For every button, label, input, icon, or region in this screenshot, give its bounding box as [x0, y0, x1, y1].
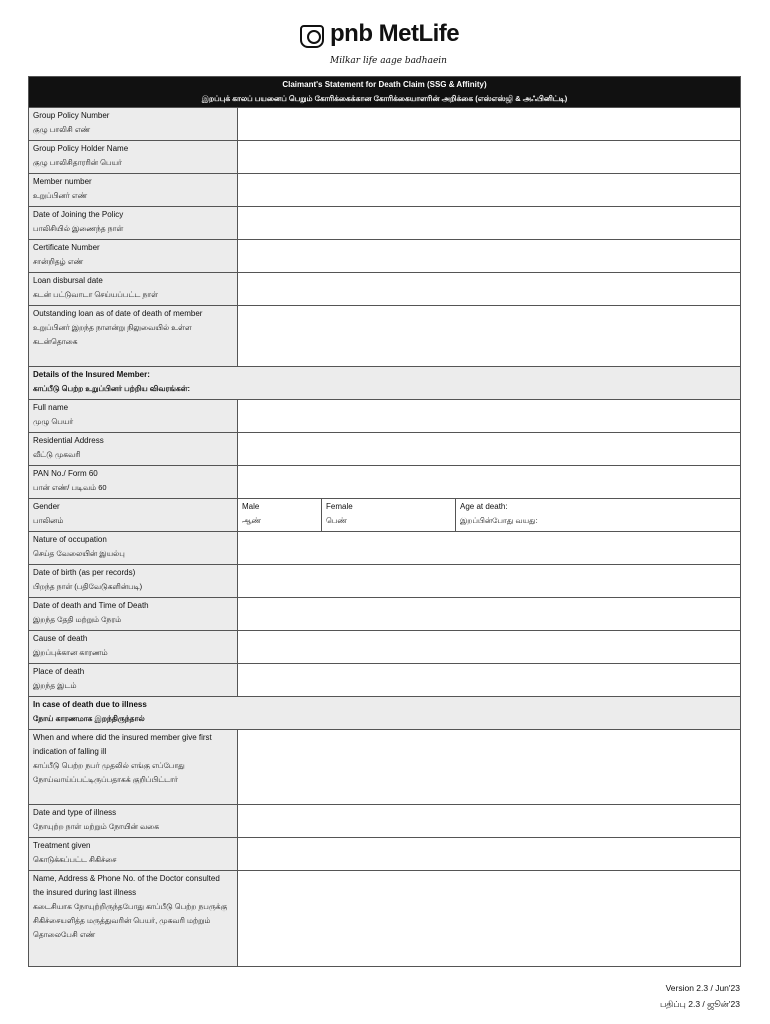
date-of-birth-field[interactable] — [238, 565, 741, 598]
male-label-en: Male — [242, 502, 260, 511]
label-ta: கடைசியாக நோயுற்றிருந்தபோது காப்பீடு பெற்ற நபருக்கு சிகிச்சையளித்த மருத்துவரின் பெயர், முகவரி மற்றும் தொலைபேசி எண் — [33, 902, 228, 939]
section-insured-member — [29, 367, 741, 400]
loan-disbursal-date-field[interactable] — [238, 273, 741, 306]
nature-of-occupation-field[interactable] — [238, 532, 741, 565]
form-title-ta: இறப்புக் காலப் பயனைப் பெறும் கோரிக்கைக்கான கோரிக்கையாளரின் அறிக்கை (எஸ்எஸ்ஜி & அஃபினிட்டி) — [201, 94, 568, 103]
label-ta: கடன் பட்டுவாடா செய்யப்பட்ட நாள் — [33, 290, 158, 299]
label-en: Nature of occupation — [33, 535, 107, 544]
label-ta: நோயுற்ற நாள் மற்றும் நோயின் வகை — [33, 822, 160, 831]
row-nature-of-occupation — [29, 532, 741, 565]
label-ta: உறுப்பினர் எண் — [33, 191, 88, 200]
member-number-field[interactable] — [238, 174, 741, 207]
pan-form60-field[interactable] — [238, 466, 741, 499]
label-ta: பாலினம் — [33, 516, 64, 525]
row-member-number — [29, 174, 741, 207]
form-title-cell — [29, 77, 741, 108]
label-en: Cause of death — [33, 634, 88, 643]
claim-form-table — [28, 76, 741, 967]
row-group-policy-number — [29, 108, 741, 141]
age-label-en: Age at death: — [460, 502, 508, 511]
row-date-type-of-illness — [29, 805, 741, 838]
label-ta: பாலிசியில் இணைந்த நாள் — [33, 224, 124, 233]
label-ta: வீட்டு முகவரி — [33, 450, 81, 459]
section-death-due-to-illness — [29, 697, 741, 730]
date-type-of-illness-field[interactable] — [238, 805, 741, 838]
logo-brand: pnb MetLife — [330, 20, 460, 47]
row-first-indication-of-illness — [29, 730, 741, 805]
label-ta: முழு பெயர் — [33, 417, 74, 426]
label-en: Treatment given — [33, 841, 91, 850]
cause-of-death-field[interactable] — [238, 631, 741, 664]
female-label-en: Female — [326, 502, 353, 511]
place-of-death-field[interactable] — [238, 664, 741, 697]
label-en: Name, Address & Phone No. of the Doctor consulted the insured during last illness — [33, 874, 220, 897]
pnb-metlife-logo — [300, 20, 470, 74]
label-en: Group Policy Holder Name — [33, 144, 129, 153]
label-en: Outstanding loan as of date of death of member — [33, 309, 203, 318]
label-en: PAN No./ Form 60 — [33, 469, 98, 478]
gender-male-option[interactable] — [238, 499, 322, 532]
row-date-of-joining — [29, 207, 741, 240]
row-cause-of-death — [29, 631, 741, 664]
label-ta: இறந்த இடம் — [33, 681, 77, 690]
label-en: Full name — [33, 403, 69, 412]
section-heading-ta: நோய் காரணமாக இறந்திருந்தால் — [33, 714, 145, 723]
label-en: Date of birth (as per records) — [33, 568, 136, 577]
row-certificate-number — [29, 240, 741, 273]
age-at-death-field[interactable] — [456, 499, 741, 532]
first-indication-of-illness-field[interactable] — [238, 730, 741, 805]
label-en: Gender — [33, 502, 60, 511]
row-date-time-of-death — [29, 598, 741, 631]
logo-tagline: Milkar life aage badhaein — [330, 56, 447, 66]
version-en: Version 2.3 / Jun'23 — [665, 983, 740, 993]
form-title-row — [29, 77, 741, 108]
label-en: Date and type of illness — [33, 808, 117, 817]
label-ta: பிறந்த நாள் (பதிவேடுகளின்படி) — [33, 582, 143, 591]
treatment-given-field[interactable] — [238, 838, 741, 871]
row-gender — [29, 499, 741, 532]
group-policy-holder-name-field[interactable] — [238, 141, 741, 174]
section-heading-en: In case of death due to illness — [33, 700, 147, 709]
label-en: Date of death and Time of Death — [33, 601, 149, 610]
outstanding-loan-field[interactable] — [238, 306, 741, 367]
label-ta: காப்பீடு பெற்ற நபர் முதலில் எங்கு எப்போது நோய்வாய்ப்பட்டிருப்பதாகக் குறிப்பிட்டார் — [33, 761, 185, 784]
gender-female-option[interactable] — [322, 499, 456, 532]
section-heading-ta: காப்பீடு பெற்ற உறுப்பினர் பற்றிய விவரங்கள்: — [33, 384, 191, 393]
row-full-name — [29, 400, 741, 433]
doctor-details-field[interactable] — [238, 871, 741, 967]
row-treatment-given — [29, 838, 741, 871]
label-ta: குழு பாலிசி எண் — [33, 125, 91, 134]
label-ta: இறப்புக்கான காரணம் — [33, 648, 108, 657]
full-name-field[interactable] — [238, 400, 741, 433]
label-ta: கொடுக்கப்பட்ட சிகிச்சை — [33, 855, 117, 864]
male-label-ta: ஆண் — [242, 516, 262, 525]
row-group-policy-holder-name — [29, 141, 741, 174]
row-place-of-death — [29, 664, 741, 697]
label-ta: உறுப்பினர் இறந்த நாளன்று நிலுவையில் உள்ள கடன்தொகை — [33, 323, 192, 346]
row-outstanding-loan — [29, 306, 741, 367]
label-en: Date of Joining the Policy — [33, 210, 124, 219]
row-date-of-birth — [29, 565, 741, 598]
female-label-ta: பெண் — [326, 516, 347, 525]
residential-address-field[interactable] — [238, 433, 741, 466]
section-heading-en: Details of the Insured Member: — [33, 370, 150, 379]
logo-mark-icon — [300, 25, 324, 48]
label-ta: பான் எண்/ படிவம் 60 — [33, 483, 107, 492]
label-en: When and where did the insured member give first indication of falling ill — [33, 733, 212, 756]
row-pan-form60 — [29, 466, 741, 499]
label-ta: சான்றிதழ் எண் — [33, 257, 84, 266]
row-doctor-details — [29, 871, 741, 967]
label-en: Place of death — [33, 667, 85, 676]
form-title-en: Claimant's Statement for Death Claim (SSG & Affinity) — [282, 80, 487, 89]
label-en: Loan disbursal date — [33, 276, 103, 285]
label-ta: செய்த வேலையின் இயல்பு — [33, 549, 125, 558]
label-en: Certificate Number — [33, 243, 100, 252]
version-ta: பதிப்பு 2.3 / ஜூன்'23 — [659, 999, 740, 1009]
label-ta: இறந்த தேதி மற்றும் நேரம் — [33, 615, 122, 624]
date-time-of-death-field[interactable] — [238, 598, 741, 631]
label-en: Member number — [33, 177, 92, 186]
certificate-number-field[interactable] — [238, 240, 741, 273]
row-residential-address — [29, 433, 741, 466]
age-label-ta: இறப்பின்போது வயது: — [460, 516, 538, 525]
group-policy-number-field[interactable] — [238, 108, 741, 141]
label-en: Residential Address — [33, 436, 104, 445]
row-loan-disbursal-date — [29, 273, 741, 306]
label-en: Group Policy Number — [33, 111, 110, 120]
date-of-joining-field[interactable] — [238, 207, 741, 240]
label-ta: குழு பாலிசிதாரரின் பெயர் — [33, 158, 122, 167]
version-footer — [660, 980, 740, 1012]
